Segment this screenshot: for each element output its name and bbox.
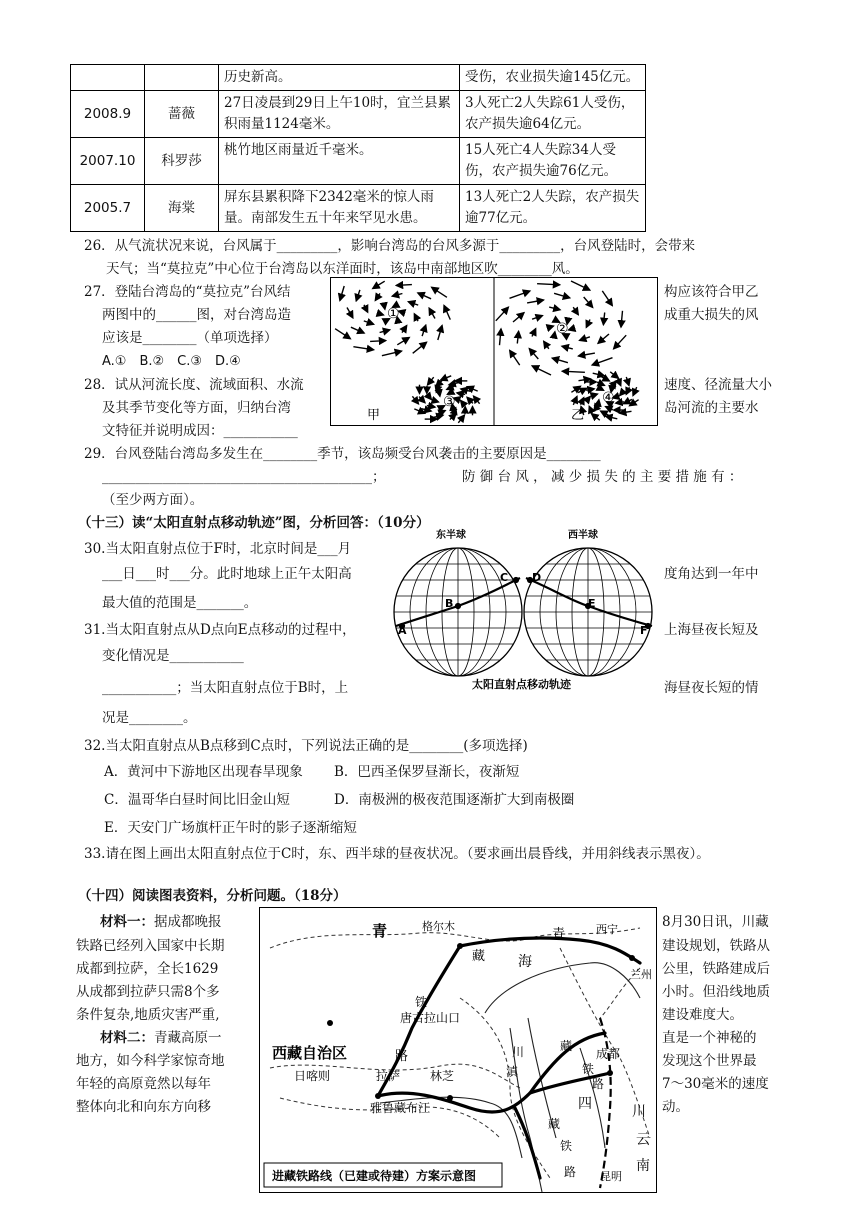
wind-arrow xyxy=(586,389,594,390)
wind-arrow xyxy=(382,351,402,356)
material2-line1 xyxy=(100,1026,222,1046)
wind-arrow xyxy=(606,407,613,410)
q29-line1: 29．台风登陆台湾岛多发生在________季节，该岛频受台风袭击的主要原因是________ xyxy=(84,446,601,462)
q27-line1: 27．登陆台湾岛的“莫拉克”台风结 xyxy=(84,284,291,300)
point-d: D xyxy=(532,571,542,584)
wind-arrow xyxy=(598,334,609,343)
point-e: E xyxy=(588,597,596,610)
material1-line2: 铁路已经列入国家中长期 xyxy=(76,938,225,954)
wind-arrow xyxy=(351,327,364,333)
q29-line3: （至少两方面）。 xyxy=(102,492,204,508)
right-line7: 发现这个世界最 xyxy=(662,1053,757,1069)
map-label-tie2: 铁 xyxy=(582,1062,595,1076)
wind-arrow xyxy=(444,305,450,319)
wind-arrow xyxy=(621,311,623,327)
map-label-xizang: 西藏自治区 xyxy=(272,1044,348,1062)
wind-arrow xyxy=(613,382,615,388)
typhoon-table xyxy=(70,64,646,232)
wind-arrow xyxy=(438,326,442,341)
wind-arrow xyxy=(436,386,438,392)
map-label-linzhi: 林芝 xyxy=(430,1069,455,1083)
point-a: A xyxy=(398,624,407,637)
wind-arrow xyxy=(353,347,373,350)
wind-arrow xyxy=(517,331,518,343)
wind-arrow xyxy=(427,394,431,399)
wind-arrow xyxy=(602,291,612,306)
map-label-kunming: 昆明 xyxy=(600,1170,622,1183)
wind-arrow xyxy=(614,335,627,349)
q28-right2: 岛河流的主要水 xyxy=(664,400,759,416)
wind-arrow xyxy=(544,341,549,349)
table-row xyxy=(71,91,646,138)
wind-label-yi: 乙 xyxy=(571,408,585,423)
wind-arrow xyxy=(624,399,632,403)
map-label-chuan2: 川 xyxy=(632,1104,646,1120)
q28-line1: 28．试从河流长度、流域面积、水流 xyxy=(84,377,304,393)
right-line4: 小时。但沿线地质 xyxy=(662,984,770,1000)
wind-arrow xyxy=(433,415,443,417)
right-line8: 7～30毫米的速度 xyxy=(662,1076,769,1092)
wind-arrow xyxy=(496,307,509,321)
wind-arrow xyxy=(474,396,480,404)
table-cell-rain: 桃竹地区雨量近千毫米。 xyxy=(219,138,460,185)
material2-line3: 年轻的高原竟然以每年 xyxy=(76,1076,211,1092)
wind-arrow xyxy=(364,321,374,324)
q26-line2: 天气；当“莫拉克”中心位于台湾岛以东洋面时，该岛中南部地区吹________风。 xyxy=(106,261,579,277)
q31-line3: ___________；当太阳直射点位于B时，上 xyxy=(102,680,349,696)
table-cell-name xyxy=(145,65,219,91)
wind-arrow xyxy=(429,308,435,318)
q26-line1: 26．从气流状况来说，台风属于_________，影响台湾岛的台风多源于_________，台风登陆时，会带来 xyxy=(84,238,696,254)
railway-map-figure xyxy=(259,907,657,1193)
q32-option-b: B．巴西圣保罗昼渐长，夜渐短 xyxy=(334,764,520,780)
right-line3: 公里，铁路建成后 xyxy=(662,961,770,977)
right-line6: 直是一个神秘的 xyxy=(662,1030,757,1046)
map-label-si: 四 xyxy=(578,1096,592,1112)
wind-arrow xyxy=(438,411,445,414)
wind-arrow xyxy=(467,397,473,403)
section14-heading: （十四）阅读图表资料，分析问题。（18分） xyxy=(78,888,347,904)
wind-arrow xyxy=(436,381,442,387)
q31-right1: 上海昼夜长短及 xyxy=(664,622,759,638)
q30-line2: ___日___时___分。此时地球上正午太阳高 xyxy=(102,566,352,582)
sun-track-point xyxy=(513,577,518,582)
wind-arrow xyxy=(532,316,542,320)
right-line1: 8月30日讯，川藏 xyxy=(662,914,769,930)
map-label-zang2: 藏 xyxy=(560,1039,573,1053)
map-label-chuan1: 川 xyxy=(512,1045,525,1059)
wind-arrow xyxy=(373,281,385,288)
map-label-tie3: 铁 xyxy=(560,1139,573,1153)
wind-arrow xyxy=(461,401,465,406)
q27-line2: 两图中的______图，对台湾岛造 xyxy=(102,307,291,323)
map-label-rikaze: 日喀则 xyxy=(294,1069,331,1083)
wind-arrow xyxy=(392,294,402,297)
map-label-tie1: 铁 xyxy=(415,995,428,1009)
q29-line2a: ________________________________________； xyxy=(102,469,386,485)
q30-line3: 最大值的范围是_______。 xyxy=(102,595,258,611)
typhoon-wind-figure xyxy=(330,277,658,426)
wind-arrow xyxy=(335,329,350,339)
q32-option-c: C．温哥华白昼时间比旧金山短 xyxy=(104,792,290,808)
wind-arrow xyxy=(580,337,590,341)
material2-line2: 地方，如今科学家惊奇地 xyxy=(76,1053,225,1069)
point-c: C xyxy=(500,571,509,584)
table-cell-rain: 27日凌晨到29日上午10时，宜兰县累积雨量1124毫米。 xyxy=(219,91,460,138)
map-label-lu1: 路 xyxy=(395,1049,409,1064)
wind-arrow xyxy=(432,287,447,297)
wind-arrow xyxy=(457,393,465,395)
wind-arrow xyxy=(441,376,452,380)
railway-map-svg xyxy=(260,908,656,1192)
map-label-geermu: 格尔木 xyxy=(422,920,455,933)
material2-line4: 整体向北和向东方向移 xyxy=(76,1099,211,1115)
material1-line1 xyxy=(100,910,222,930)
wind-arrow xyxy=(532,366,551,375)
map-label-hai: 海 xyxy=(518,954,532,970)
wind-arrow xyxy=(370,341,386,342)
wind-label-4: ④ xyxy=(602,390,615,406)
wind-arrow xyxy=(422,409,432,411)
q31-line1: 31.当太阳直射点从D点向E点移动的过程中， xyxy=(84,622,356,638)
right-line2: 建设规划，铁路从 xyxy=(662,938,770,954)
wind-arrow xyxy=(633,387,637,396)
wind-arrow xyxy=(616,402,624,403)
map-label-zang3: 藏 xyxy=(548,1117,561,1131)
wind-arrow xyxy=(592,358,612,365)
wind-arrow xyxy=(418,293,431,299)
map-label-yun: 云 xyxy=(636,1132,650,1148)
wind-arrow xyxy=(595,404,597,410)
map-label-lasa: 拉萨 xyxy=(376,1069,401,1083)
map-label-qing2: 青 xyxy=(552,927,566,942)
wind-arrow xyxy=(422,325,426,336)
wind-arrow xyxy=(458,415,464,423)
table-cell-name: 科罗莎 xyxy=(145,138,219,185)
wind-arrow xyxy=(547,326,554,328)
map-label-lu2: 路 xyxy=(592,1077,605,1091)
q28-right1: 速度、径流量大小 xyxy=(664,377,772,393)
wind-arrow xyxy=(573,396,577,405)
q29-line2b: 防 御 台 风 ， 减 少 损 失 的 主 要 措 施 有 ： xyxy=(462,469,743,485)
map-label-chengdu: 成都 xyxy=(596,1047,621,1061)
wind-arrow xyxy=(510,350,520,365)
table-cell-rain: 历史新高。 xyxy=(219,65,460,91)
right-line5: 建设难度大。 xyxy=(662,1007,743,1023)
map-label-zang1: 藏 xyxy=(472,949,486,964)
wind-arrow xyxy=(419,397,425,403)
wind-arrow xyxy=(377,313,384,315)
wind-arrow xyxy=(626,387,629,394)
wind-arrow xyxy=(513,313,524,322)
wind-arrow xyxy=(510,291,530,298)
wind-arrow xyxy=(597,382,604,385)
q27-line3: 应该是________（单项选择） xyxy=(102,330,278,346)
map-label-qing1: 青 xyxy=(372,922,388,940)
map-label-yarlung: 雅鲁藏布江 xyxy=(370,1101,431,1115)
table-cell-date: 2007.10 xyxy=(71,138,145,185)
point-f: F xyxy=(640,624,648,637)
wind-arrow xyxy=(552,358,568,363)
material1-line3: 成都到拉萨，全长1629 xyxy=(76,961,219,977)
wind-arrow xyxy=(591,394,598,396)
table-cell-loss: 受伤，农业损失逾145亿元。 xyxy=(460,65,646,91)
table-cell-rain: 屏东县累积降下2342毫米的惊人雨量。南部发生五十年来罕见水患。 xyxy=(219,185,460,232)
wind-arrow xyxy=(408,302,418,305)
wind-arrow xyxy=(340,286,344,301)
material2-text: 青藏高原一 xyxy=(154,1030,222,1046)
sun-track-caption: 太阳直射点移动轨迹 xyxy=(472,678,571,691)
wind-arrow xyxy=(397,338,409,345)
wind-arrow xyxy=(592,414,600,421)
wind-arrow xyxy=(537,284,560,285)
wind-arrow xyxy=(375,293,380,300)
wind-arrow xyxy=(601,411,609,416)
wind-arrow xyxy=(529,349,538,359)
wind-arrow xyxy=(598,400,599,405)
wind-arrow xyxy=(439,391,440,396)
wind-arrow xyxy=(447,386,454,389)
section13-heading: （十三）读“太阳直射点移动轨迹”图，分析回答：（10分） xyxy=(78,515,430,531)
q32-option-a: A．黄河中下游地区出现春旱现象 xyxy=(104,764,303,780)
q30-line1: 30.当太阳直射点位于F时，北京时间是___月 xyxy=(84,541,352,557)
wind-arrow xyxy=(603,313,604,325)
wind-arrow xyxy=(586,396,591,401)
right-line9: 动。 xyxy=(662,1099,689,1115)
q28-line2: 及其季节变化等方面，归纳台湾 xyxy=(102,400,291,416)
wind-arrow xyxy=(347,308,353,318)
q27-right1: 构应该符合甲乙 xyxy=(664,284,759,300)
wind-arrow xyxy=(573,307,578,315)
material1-text: 据成都晚报 xyxy=(154,914,222,930)
wind-arrow xyxy=(562,371,585,372)
q31-right3: 海昼夜长短的情 xyxy=(664,680,759,696)
material1-line4: 从成都到拉萨只需8个多 xyxy=(76,984,220,1000)
wind-arrow xyxy=(579,379,591,381)
wind-arrow xyxy=(532,329,536,337)
q33-stem: 33.请在图上画出太阳直射点位于C时，东、西半球的昼夜状况。（要求画出晨昏线，并用斜线表示黑夜）。 xyxy=(84,846,710,862)
wind-arrow xyxy=(571,281,590,290)
wind-arrow xyxy=(601,377,609,382)
table-row xyxy=(71,138,646,185)
q31-line2: 变化情况是___________ xyxy=(102,648,244,664)
wind-arrow xyxy=(396,285,412,286)
wind-label-1: ① xyxy=(387,306,400,322)
wind-arrow xyxy=(589,406,592,413)
table-cell-date: 2008.9 xyxy=(71,91,145,138)
wind-arrow xyxy=(380,330,390,333)
typhoon-wind-svg xyxy=(331,278,657,425)
wind-arrow xyxy=(569,328,576,330)
wind-arrow xyxy=(412,396,418,404)
q31-line4: 况是________。 xyxy=(102,710,197,726)
wind-arrow xyxy=(606,416,618,419)
wind-arrow xyxy=(620,411,632,413)
wind-arrow xyxy=(402,326,407,333)
wind-arrow xyxy=(584,297,593,307)
wind-arrow xyxy=(527,300,544,303)
table-row xyxy=(71,185,646,232)
wind-arrow xyxy=(427,406,435,408)
point-b: B xyxy=(445,597,454,610)
table-cell-name: 海棠 xyxy=(145,185,219,232)
wind-arrow xyxy=(449,383,459,385)
railway-map-caption: 进藏铁路线（已建或待建）方案示意图 xyxy=(272,1169,477,1183)
q32-option-e: E．天安门广场旗杆正午时的影子逐渐缩短 xyxy=(104,820,357,836)
east-hemisphere-label: 东半球 xyxy=(436,530,466,541)
table-cell-date xyxy=(71,65,145,91)
wind-arrow xyxy=(364,305,368,312)
table-cell-name: 蔷薇 xyxy=(145,91,219,138)
wind-arrow xyxy=(461,389,471,391)
wind-arrow xyxy=(581,398,584,405)
map-label-lu3: 路 xyxy=(564,1165,577,1179)
wind-arrow xyxy=(578,388,586,392)
wind-arrow xyxy=(384,304,385,309)
material1-label: 材料一： xyxy=(100,914,154,930)
map-label-xining: 西宁 xyxy=(596,923,618,936)
wind-arrow xyxy=(414,314,418,321)
wind-arrow xyxy=(428,377,434,385)
wind-arrow xyxy=(610,372,618,379)
q32-option-d: D．南极洲的极夜范围逐渐扩大到南极圈 xyxy=(334,792,575,808)
table-cell-loss: 15人死亡4人失踪34人受伤，农产损失逾76亿元。 xyxy=(460,138,646,185)
wind-label-jia: 甲 xyxy=(367,408,381,423)
wind-label-2: ② xyxy=(556,321,569,337)
sun-track-figure xyxy=(390,526,660,694)
wind-arrow xyxy=(500,329,502,345)
map-label-nan: 南 xyxy=(636,1158,650,1174)
wind-arrow xyxy=(586,320,590,328)
wind-arrow xyxy=(618,379,621,386)
table-row xyxy=(71,65,646,91)
q30-right2: 度角达到一年中 xyxy=(664,566,759,582)
material2-label: 材料二： xyxy=(100,1030,154,1046)
west-hemisphere-label: 西半球 xyxy=(568,530,598,541)
sun-track-point xyxy=(455,603,460,608)
wind-label-3: ③ xyxy=(443,394,456,410)
map-label-lanzhou: 兰州 xyxy=(630,968,652,981)
wind-arrow xyxy=(626,377,629,386)
wind-arrow xyxy=(356,290,360,301)
q27-options: A.① B.② C.③ D.④ xyxy=(102,354,241,369)
table-cell-loss: 3人死亡2人失踪61人受伤，农产损失逾64亿元。 xyxy=(460,91,646,138)
map-label-tanggula: 唐古拉山口 xyxy=(400,1011,461,1025)
wind-arrow xyxy=(562,346,573,349)
wind-arrow xyxy=(593,373,605,376)
map-label-dian: 滇 xyxy=(506,1065,519,1079)
wind-arrow xyxy=(549,307,560,310)
q32-stem: 32.当太阳直射点从B点移到C点时，下列说法正确的是________(多项选择) xyxy=(84,738,528,754)
wind-arrow xyxy=(554,293,570,298)
table-cell-date: 2005.7 xyxy=(71,185,145,232)
q27-right2: 成重大损失的风 xyxy=(664,307,759,323)
table-cell-loss: 13人死亡2人失踪，农产损失逾77亿元。 xyxy=(460,185,646,232)
wind-arrow xyxy=(413,342,427,353)
wind-arrow xyxy=(450,414,456,420)
q28-line3: 文特征并说明成因：___________ xyxy=(102,423,298,439)
wind-arrow xyxy=(432,400,439,402)
wind-arrow xyxy=(554,332,555,337)
wind-arrow xyxy=(620,390,625,395)
material1-line5: 条件复杂,地质灾害严重, xyxy=(76,1007,220,1023)
wind-arrow xyxy=(578,353,595,356)
sun-track-svg xyxy=(390,526,660,694)
